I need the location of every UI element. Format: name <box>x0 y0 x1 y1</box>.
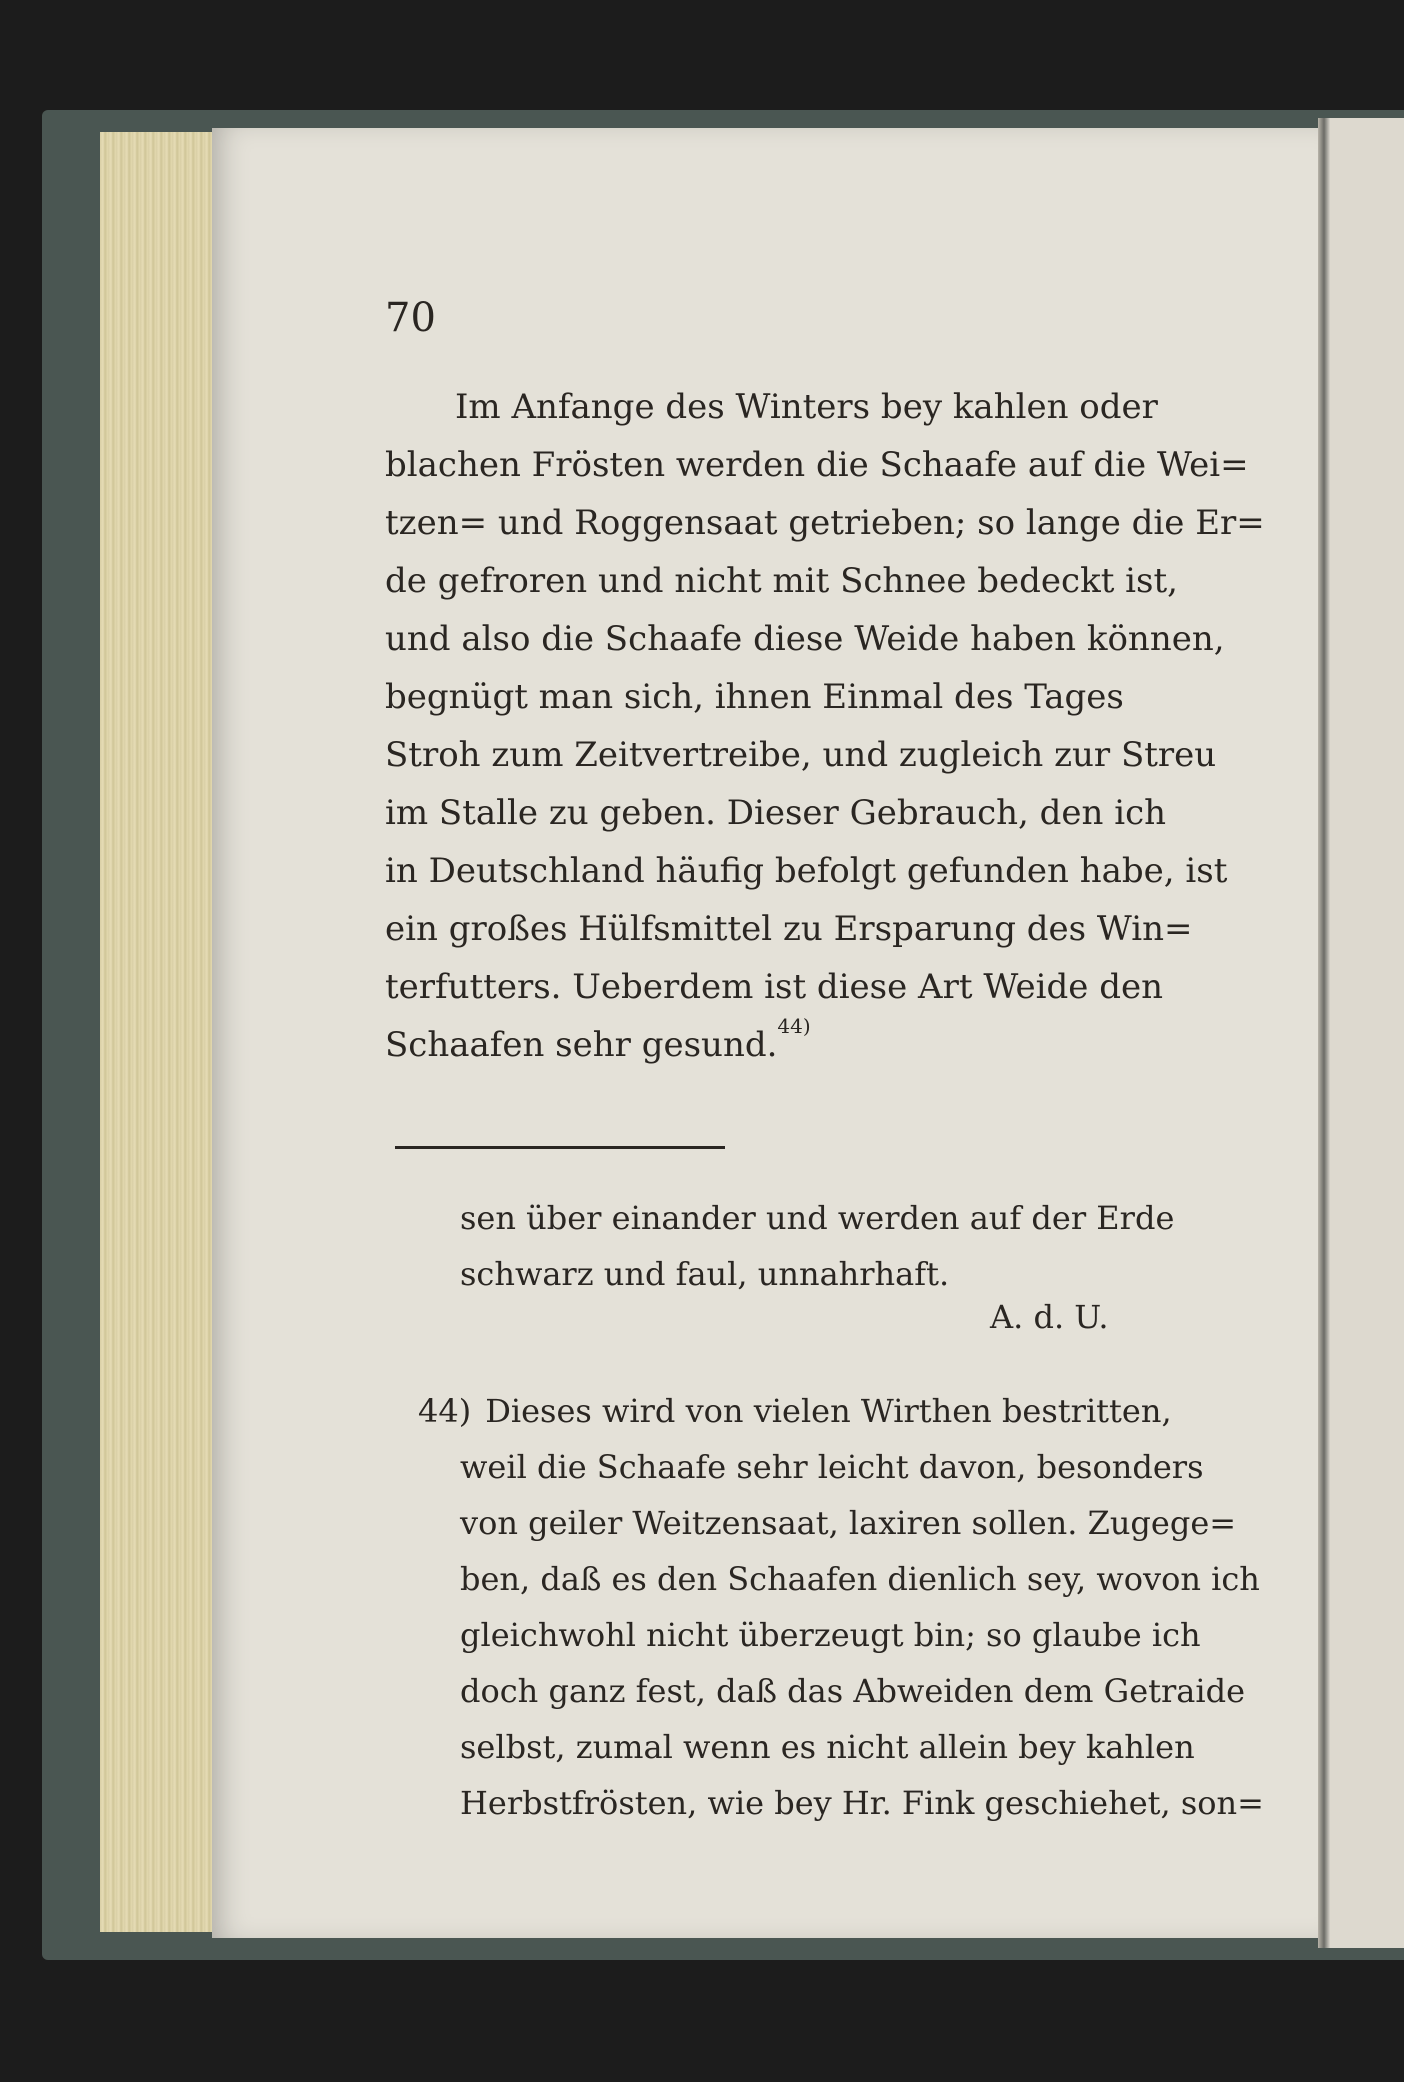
paragraph-line: begnügt man sich, ihnen Einmal des Tages <box>385 677 1124 717</box>
footnote-line: selbst, zumal wenn es nicht allein bey kahlen <box>460 1728 1195 1766</box>
book-gutter <box>1318 118 1330 1948</box>
note-line: sen über einander und werden auf der Erde <box>460 1199 1175 1237</box>
footnote-line: von geiler Weitzensaat, laxiren sollen. Zugege= <box>460 1504 1237 1542</box>
paragraph-line: terfutters. Ueberdem ist diese Art Weide den <box>385 967 1163 1007</box>
page-number: 70 <box>385 295 436 341</box>
footnote-reference: 44) <box>777 1014 811 1038</box>
facing-page-edge <box>1330 118 1404 1948</box>
paragraph-line: de gefroren und nicht mit Schnee bedeckt ist, <box>385 561 1178 601</box>
footnote-44 <box>418 1383 1264 1831</box>
footnote-line: gleichwohl nicht überzeugt bin; so glaube ich <box>460 1616 1201 1654</box>
footnote-line: Dieses wird von vielen Wirthen bestritten, <box>485 1392 1172 1430</box>
note-line: schwarz und faul, unnahrhaft. <box>460 1255 950 1293</box>
footnote-line: ben, daß es den Schaafen dienlich sey, wovon ich <box>460 1560 1260 1598</box>
paragraph-line: Im Anfange des Winters bey kahlen oder <box>455 387 1158 427</box>
paragraph-last-line <box>385 1016 1193 1074</box>
paragraph-line: im Stalle zu geben. Dieser Gebrauch, den ich <box>385 793 1167 833</box>
footnote-line: weil die Schaafe sehr leicht davon, besonders <box>460 1448 1204 1486</box>
note-continuation <box>460 1190 1193 1302</box>
paragraph-line: Stroh zum Zeitvertreibe, und zugleich zur Streu <box>385 735 1217 775</box>
paragraph-line: und also die Schaafe diese Weide haben können, <box>385 619 1225 659</box>
paragraph-line: blachen Frösten werden die Schaafe auf die Wei= <box>385 445 1249 485</box>
paragraph-line: in Deutschland häufig befolgt gefunden habe, ist <box>385 851 1228 891</box>
paragraph-line: tzen= und Roggensaat getrieben; so lange die Er= <box>385 503 1265 543</box>
footnote-first-line <box>418 1383 1193 1439</box>
page-edges <box>100 132 220 1932</box>
footnote-marker: 44) <box>418 1392 472 1430</box>
note-signature: A. d. U. <box>990 1298 1109 1336</box>
footnote-divider <box>395 1146 725 1149</box>
paragraph-line: Schaafen sehr gesund. <box>385 1025 778 1065</box>
paragraph-line: ein großes Hülfsmittel zu Ersparung des Win= <box>385 909 1193 949</box>
footnote-line: doch ganz fest, daß das Abweiden dem Getraide <box>460 1672 1246 1710</box>
main-paragraph <box>385 378 1265 1074</box>
footnote-line: Herbstfrösten, wie bey Hr. Fink geschiehet, son= <box>460 1784 1264 1822</box>
